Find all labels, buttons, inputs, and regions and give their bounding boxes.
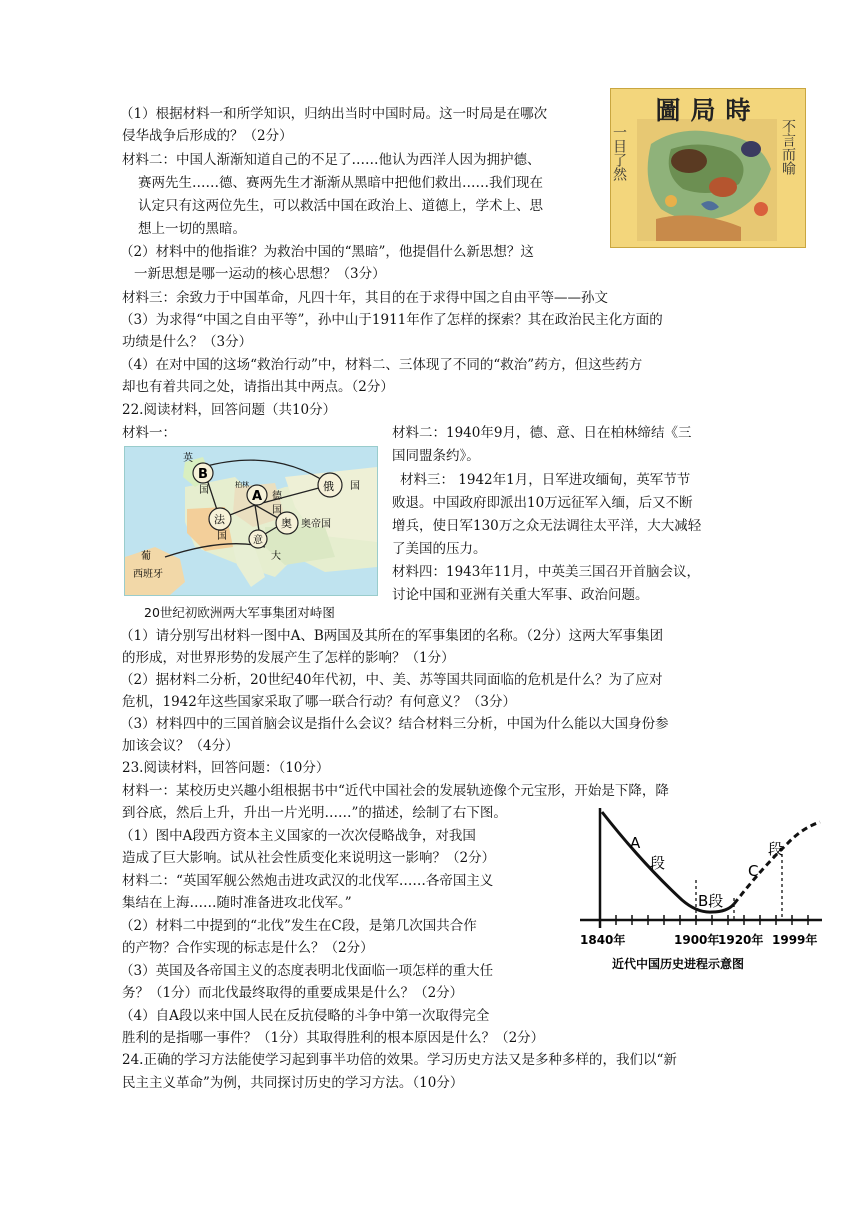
q21-m2-line4: 想上一切的黑暗。 [138,221,246,237]
q22-m2-line1: 材料二：1940年9月，德、意、日在柏林缔结《三 [392,425,692,441]
q23-p4-line1: （4）自A段以来中国人民在反抗侵略的斗争中第一次取得完全 [120,1008,490,1024]
history-process-svg [572,808,828,976]
shi-ju-tu-poster [610,88,806,248]
chart-label-b: B段 [698,892,724,910]
q21-p2-line1: （2）材料中的他指谁？为救治中国的“黑暗”，他提倡什么新思想？这 [120,244,534,260]
map-label-ru: 俄 [323,480,334,493]
map-label-a: A [252,489,263,504]
map-label-ao: 奥 [281,517,292,530]
q22-m4-line1: 材料四：1943年11月，中英美三国召开首脑会议， [392,564,701,580]
chart-label-a: A [630,834,641,852]
q24-line2: 民主主义革命”为例，共同探讨历史的学习方法。（10分） [122,1075,464,1091]
q23-m2-line2: 集结在上海……随时准备进攻北伐军。” [122,895,352,911]
map-label-de-guo: 国 [272,505,282,516]
q22-m4-line2: 讨论中国和亚洲有关重大军事、政治问题。 [392,587,649,603]
q22-p1-line1: （1）请分别写出材料一图中A、B两国及其所在的军事集团的名称。（2分）这两大军事集团 [120,628,664,644]
q21-p2-line2: 一新思想是哪一运动的核心思想？（3分） [134,266,386,282]
map-label-b: B [198,467,208,482]
q21-p4-line1: （4）在对中国的这场“救治行动”中，材料二、三体现了不同的“救治”药方，但这些药方 [120,357,643,373]
q22-m3-line2: 败退。中国政府即派出10万远征军入缅，后又不断 [392,495,693,511]
q23-m1-line2: 到谷底，然后上升，升出一片光明……”的描述，绘制了右下图。 [122,805,507,821]
map-label-fa: 法 [214,513,225,526]
map-label-da: 大 [271,551,281,562]
history-process-chart [572,808,828,976]
chart-tick-1900: 1900年 [674,933,720,947]
q23-p3-line1: （3）英国及各帝国主义的态度表明北伐面临一项怎样的重大任 [120,963,494,979]
q23-m2-line1: 材料二：“英国军舰公然炮击进攻武汉的北伐军……各帝国主义 [122,873,494,889]
chart-tick-1840: 1840年 [580,933,626,947]
chart-tick-1999: 1999年 [772,933,818,947]
q21-p3-line2: 功绩是什么？（3分） [122,334,253,350]
map-label-spain: 西班牙 [133,569,163,580]
poster-left-text: 一目了然 [611,125,627,181]
q21-p4-line2: 却也有着共同之处，请指出其中两点。（2分） [122,379,394,395]
q22-p2-line1: （2）据材料二分析，20世纪40年代初，中、美、苏等国共同面临的危机是什么？为了应对 [120,672,663,688]
q21-m2-line1: 材料二：中国人渐渐知道自己的不足了……他认为西洋人因为拥护德、 [122,152,541,168]
q22-m3-line1: 材料三： 1942年1月，日军进攻缅甸，英军节节 [400,472,691,488]
q22-m1-label: 材料一： [122,425,176,441]
q21-m3: 材料三：余致力于中国革命，凡四十年，其目的在于求得中国之自由平等——孙文 [122,290,608,306]
q23-p4-line2: 胜利的是指哪一事件？（1分）其取得胜利的根本原因是什么？（2分） [122,1030,545,1046]
map-label-ru-guo: 国 [350,481,360,492]
q23-p1-line1: （1）图中A段西方资本主义国家的一次次侵略战争，对我国 [120,828,476,844]
q24-line1: 24.正确的学习方法能使学习起到事半功倍的效果。学习历史方法又是多种多样的，我们以“新 [122,1052,677,1068]
q22-p2-line2: 危机，1942年这些国家采取了哪一联合行动？有何意义？（3分） [122,694,516,710]
q22-heading: 22.阅读材料，回答问题（共10分） [122,402,337,418]
map-label-ying: 英 [183,453,193,464]
q22-p3-line2: 加该会议？（4分） [122,738,239,754]
poster-right-text: 不言而喻 [780,119,796,175]
europe-alliance-map [124,446,378,596]
q22-m3-line4: 了美国的压力。 [392,541,487,557]
q21-m2-line2: 赛两先生……德、赛两先生才渐渐从黑暗中把他们救出……我们现在 [138,175,543,191]
chart-label-c-duan: 段 [768,840,784,858]
map-label-ying-guo: 国 [199,485,209,496]
map-label-ao-empire: 奥帝国 [301,519,331,530]
q23-m1-line1: 材料一：某校历史兴趣小组根据书中“近代中国社会的发展轨迹像个元宝形，开始是下降，降 [122,783,669,799]
map-label-berlin: 柏林 [235,481,249,489]
map-label-fa-guo: 国 [217,531,227,542]
q22-m3-line3: 增兵，使日军130万之众无法调往太平洋，大大减轻 [392,518,702,534]
poster-title: 圖局時 [655,96,761,125]
map-label-portugal: 葡 [141,551,151,562]
chart-label-a-duan: 段 [650,854,666,872]
q21-p1-line2: 侵华战争后形成的？（2分） [122,128,293,144]
chart-tick-1920: 1920年 [718,933,764,947]
q22-p1-line2: 的形成，对世界形势的发展产生了怎样的影响？（1分） [122,650,455,666]
chart-caption: 近代中国历史进程示意图 [612,957,745,971]
q23-heading: 23.阅读材料，回答问题：（10分） [122,760,330,776]
q22-p3-line1: （3）材料四中的三国首脑会议是指什么会议？结合材料三分析，中国为什么能以大国身份参 [120,716,669,732]
map-caption: 20世纪初欧洲两大军事集团对峙图 [144,605,335,620]
chart-label-c: C [748,862,759,880]
map-art [125,447,377,595]
map-label-de: 德 [272,491,282,502]
q22-m2-line2: 国同盟条约》。 [392,448,480,464]
q21-p1-line1: （1）根据材料一和所学知识，归纳出当时中国时局。这一时局是在哪次 [120,106,548,122]
map-label-yi: 意 [253,535,263,546]
q23-p2-line1: （2）材料二中提到的“北伐”发生在C段，是第几次国共合作 [120,918,477,934]
q21-p3-line1: （3）为求得“中国之自由平等”，孙中山于1911年作了怎样的探索？其在政治民主化方面的 [120,312,663,328]
q23-p3-line2: 务？（1分）而北伐最终取得的重要成果是什么？（2分） [122,985,464,1001]
q21-m2-line3: 认定只有这两位先生，可以救活中国在政治上、道德上，学术上、思 [138,198,543,214]
q23-p1-line2: 造成了巨大影响。试从社会性质变化来说明这一影响？（2分） [122,850,496,866]
q23-p2-line2: 的产物？合作实现的标志是什么？（2分） [122,940,374,956]
